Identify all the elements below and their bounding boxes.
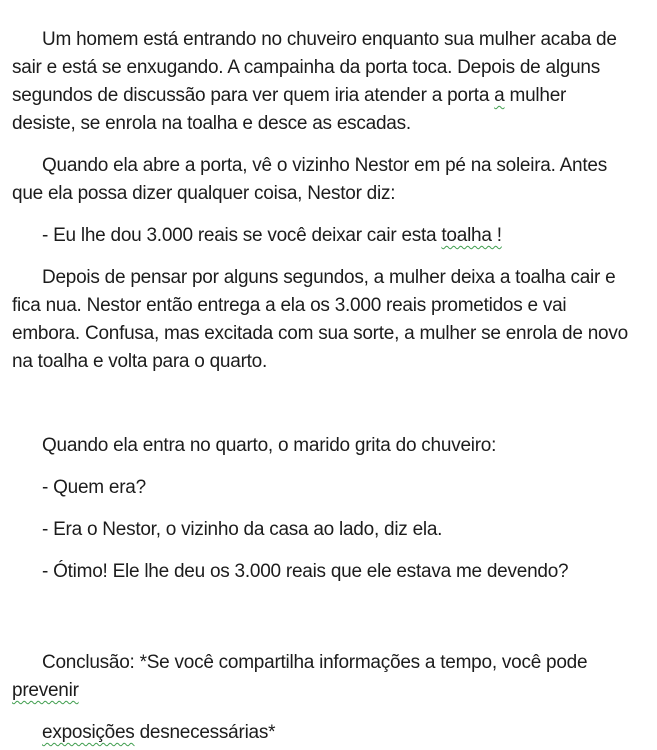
- text-segment: - Quem era?: [42, 477, 146, 498]
- text-segment: Quando ela entra no quarto, o marido grita do chuveiro:: [42, 435, 497, 456]
- paragraph-towel-drop: [12, 264, 643, 376]
- text-line: [12, 292, 643, 320]
- paragraph-conclusion-end: [12, 719, 643, 747]
- text-line: [12, 152, 643, 180]
- text-segment: na toalha e volta para o quarto.: [12, 351, 268, 372]
- text-line: [12, 719, 643, 747]
- text-segment: - Eu lhe dou 3.000 reais se você deixar cair esta: [42, 225, 442, 246]
- text-segment: que ela possa dizer qualquer coisa, Nestor diz:: [12, 183, 396, 204]
- text-line: [12, 516, 643, 544]
- text-line: [12, 677, 643, 705]
- text-line: [12, 54, 643, 82]
- text-line: [12, 558, 643, 586]
- text-segment: - Ótimo! Ele lhe deu os 3.000 reais que ele estava me devendo?: [42, 561, 569, 582]
- text-segment: - Era o Nestor, o vizinho da casa ao lado, diz ela.: [42, 519, 443, 540]
- paragraph-shower-intro: [12, 26, 643, 138]
- blank-line: [12, 390, 643, 418]
- text-line: [12, 180, 643, 208]
- text-line: [12, 264, 643, 292]
- text-line: [12, 348, 643, 376]
- text-segment: mulher: [504, 85, 567, 106]
- blank-line: [12, 600, 643, 635]
- spellcheck-flagged-text: prevenir: [12, 680, 79, 701]
- spellcheck-flagged-text: toalha !: [441, 225, 502, 246]
- text-segment: Um homem está entrando no chuveiro enquanto sua mulher acaba de: [42, 29, 617, 50]
- paragraph-husband-shouts: [12, 432, 643, 460]
- paragraph-door-nestor: [12, 152, 643, 208]
- text-line: [12, 82, 643, 110]
- text-segment: Depois de pensar por alguns segundos, a mulher deixa a toalha cair e: [42, 267, 616, 288]
- spellcheck-flagged-text: exposições: [42, 722, 135, 743]
- text-segment: desnecessárias*: [134, 722, 276, 743]
- dialogue-who-was-it: [12, 474, 643, 502]
- paragraph-conclusion: [12, 649, 643, 705]
- text-segment: Conclusão: *Se você compartilha informações a tempo, você pode: [42, 652, 588, 673]
- dialogue-it-was-nestor: [12, 516, 643, 544]
- text-segment: segundos de discussão para ver quem iria atender a porta: [12, 85, 495, 106]
- text-segment: desiste, se enrola na toalha e desce as escadas.: [12, 113, 411, 134]
- text-line: [12, 474, 643, 502]
- text-line: [12, 432, 643, 460]
- text-segment: Quando ela abre a porta, vê o vizinho Nestor em pé na soleira. Antes: [42, 155, 607, 176]
- text-line: [12, 649, 643, 677]
- text-line: [12, 320, 643, 348]
- text-segment: fica nua. Nestor então entrega a ela os 3.000 reais prometidos e vai: [12, 295, 567, 316]
- text-segment: sair e está se enxugando. A campainha da porta toca. Depois de alguns: [12, 57, 600, 78]
- text-line: [12, 26, 643, 54]
- text-line: [12, 110, 643, 138]
- dialogue-offer: [12, 222, 643, 250]
- dialogue-great-money-owed: [12, 558, 643, 586]
- text-line: [12, 222, 643, 250]
- text-segment: embora. Confusa, mas excitada com sua sorte, a mulher se enrola de novo: [12, 323, 628, 344]
- spellcheck-flagged-text: a: [494, 85, 505, 106]
